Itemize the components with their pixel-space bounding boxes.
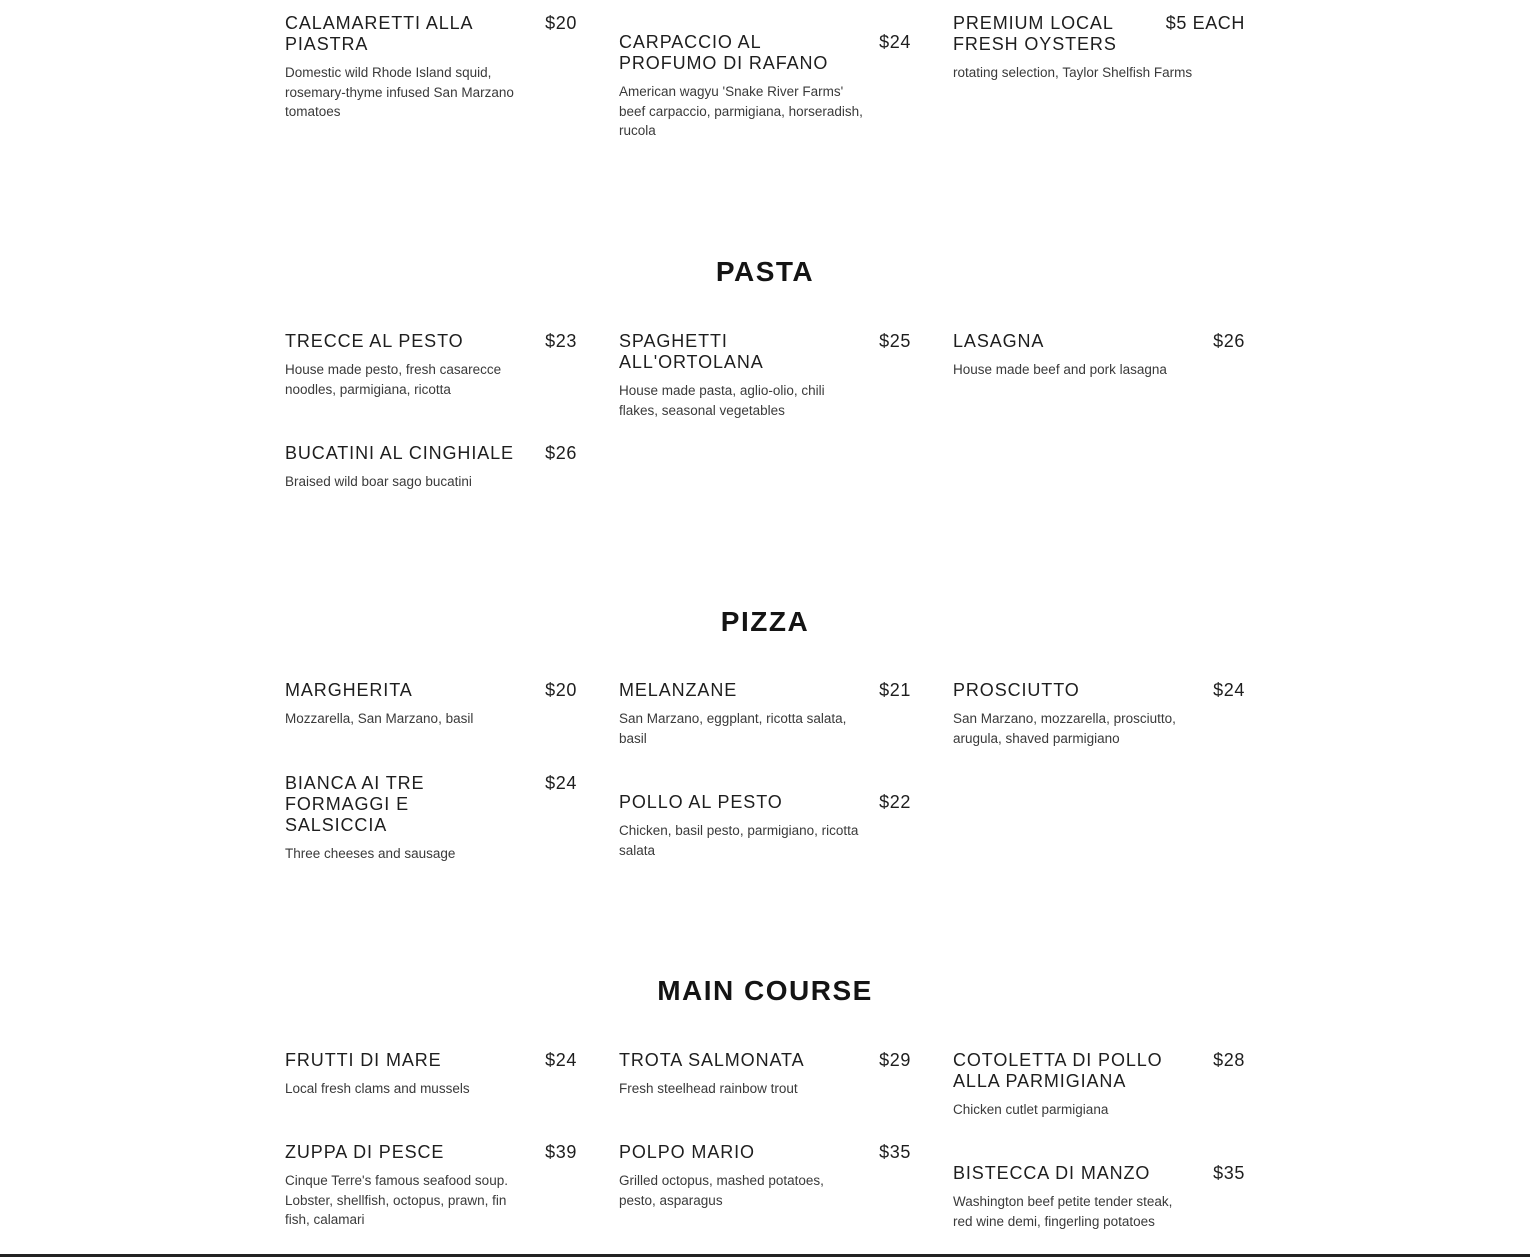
menu-item-name: CALAMARETTI ALLA PIASTRA <box>285 13 473 54</box>
menu-item-header <box>619 1142 911 1163</box>
menu-item-name: SPAGHETTI ALL'ORTOLANA <box>619 331 764 372</box>
menu-item-description: Chicken cutlet parmigiana <box>953 1102 1109 1117</box>
menu-item-name: POLLO AL PESTO <box>619 792 783 812</box>
menu-item-description: Local fresh clams and mussels <box>285 1081 470 1096</box>
menu-item-price: $25 <box>879 331 911 351</box>
menu-item-name: TRECCE AL PESTO <box>285 331 464 351</box>
menu-item-name: PREMIUM LOCAL FRESH OYSTERS <box>953 13 1117 54</box>
menu-item-spaghetti <box>619 331 911 420</box>
menu-item-name: POLPO MARIO <box>619 1142 755 1162</box>
menu-item-header <box>953 680 1245 701</box>
menu-item-name: TROTA SALMONATA <box>619 1050 805 1070</box>
menu-item-prosciutto <box>953 680 1245 748</box>
menu-item-header <box>285 331 577 352</box>
menu-item-price: $22 <box>879 792 911 812</box>
menu-item-description: Braised wild boar sago bucatini <box>285 474 472 489</box>
menu-item-price: $39 <box>545 1142 577 1162</box>
menu-item-description: Cinque Terre's famous seafood soup. Lobster, shellfish, octopus, prawn, fin fish, calamari <box>285 1173 508 1227</box>
menu-item-price: $35 <box>1213 1163 1245 1183</box>
menu-item-margherita <box>285 680 577 729</box>
menu-item-pollo-al-pesto <box>619 792 911 860</box>
menu-item-header <box>285 443 577 464</box>
menu-item-price: $26 <box>1213 331 1245 351</box>
menu-item-description: House made pesto, fresh casarecce noodles, parmigiana, ricotta <box>285 362 502 397</box>
menu-item-frutti-di-mare <box>285 1050 577 1099</box>
menu-item-description: San Marzano, mozzarella, prosciutto, arugula, shaved parmigiano <box>953 711 1176 746</box>
menu-item-header <box>953 331 1245 352</box>
section-title-pasta: PASTA <box>715 256 815 287</box>
menu-item-name: PROSCIUTTO <box>953 680 1080 700</box>
menu-item-name: BIANCA AI TRE FORMAGGI E SALSICCIA <box>285 773 425 835</box>
menu-item-cotoletta <box>953 1050 1245 1120</box>
menu-item-trota-salmonata <box>619 1050 911 1099</box>
section-title-main-course: MAIN COURSE <box>657 975 873 1006</box>
menu-item-bianca <box>285 773 577 864</box>
menu-item-price: $29 <box>879 1050 911 1070</box>
menu-item-melanzane <box>619 680 911 748</box>
menu-item-header <box>285 680 577 701</box>
menu-item-description: rotating selection, Taylor Shelfish Farms <box>953 65 1193 80</box>
menu-item-description: House made beef and pork lasagna <box>953 362 1167 377</box>
menu-item-bistecca <box>953 1163 1245 1231</box>
menu-item-polpo-mario <box>619 1142 911 1210</box>
menu-item-description: Washington beef petite tender steak, red wine demi, fingerling potatoes <box>953 1194 1173 1229</box>
menu-item-name: BISTECCA DI MANZO <box>953 1163 1151 1183</box>
menu-item-price: $35 <box>879 1142 911 1162</box>
menu-item-description: Chicken, basil pesto, parmigiano, ricotta salata <box>619 823 859 858</box>
menu-item-header <box>619 1050 911 1071</box>
menu-item-trecce <box>285 331 577 399</box>
menu-item-price: $26 <box>545 443 577 463</box>
menu-item-price: $24 <box>1213 680 1245 700</box>
menu-item-description: Domestic wild Rhode Island squid, rosemary-thyme infused San Marzano tomatoes <box>285 65 514 119</box>
menu-item-header <box>619 331 911 373</box>
menu-item-header <box>285 1142 577 1163</box>
menu-item-price: $21 <box>879 680 911 700</box>
menu-item-price: $20 <box>545 13 577 33</box>
menu-item-price: $28 <box>1213 1050 1245 1070</box>
menu-item-name: MARGHERITA <box>285 680 413 700</box>
menu-item-price: $24 <box>545 773 577 793</box>
menu-item-lasagna <box>953 331 1245 380</box>
menu-item-oysters <box>953 13 1245 83</box>
menu-item-price: $24 <box>545 1050 577 1070</box>
menu-item-name: LASAGNA <box>953 331 1045 351</box>
menu-item-name: COTOLETTA DI POLLO ALLA PARMIGIANA <box>953 1050 1163 1091</box>
menu-item-header <box>619 32 911 74</box>
menu-item-description: San Marzano, eggplant, ricotta salata, basil <box>619 711 847 746</box>
menu-item-header <box>285 773 577 836</box>
menu-item-header <box>285 1050 577 1071</box>
section-title-pizza: PIZZA <box>720 606 810 637</box>
menu-item-header <box>619 680 911 701</box>
menu-item-zuppa-di-pesce <box>285 1142 577 1230</box>
menu-item-carpaccio <box>619 32 911 141</box>
menu-item-price: $23 <box>545 331 577 351</box>
menu-item-name: ZUPPA DI PESCE <box>285 1142 445 1162</box>
menu-item-name: FRUTTI DI MARE <box>285 1050 442 1070</box>
menu-item-price: $20 <box>545 680 577 700</box>
menu-item-name: BUCATINI AL CINGHIALE <box>285 443 514 463</box>
menu-item-header <box>953 1050 1245 1092</box>
menu-item-description: Three cheeses and sausage <box>285 846 456 861</box>
menu-item-description: Fresh steelhead rainbow trout <box>619 1081 798 1096</box>
menu-item-description: Grilled octopus, mashed potatoes, pesto, asparagus <box>619 1173 824 1208</box>
menu-item-name: MELANZANE <box>619 680 738 700</box>
menu-item-bucatini <box>285 443 577 492</box>
menu-item-header <box>953 13 1245 55</box>
menu-item-header <box>285 13 577 55</box>
menu-item-name: CARPACCIO AL PROFUMO DI RAFANO <box>619 32 829 73</box>
menu-item-calamaretti <box>285 13 577 122</box>
menu-item-price: $5 EACH <box>1165 13 1245 33</box>
menu-item-header <box>619 792 911 813</box>
menu-item-header <box>953 1163 1245 1184</box>
menu-item-description: American wagyu 'Snake River Farms' beef carpaccio, parmigiana, horseradish, rucola <box>619 84 863 138</box>
menu-item-price: $24 <box>879 32 911 52</box>
menu-item-description: House made pasta, aglio-olio, chili flakes, seasonal vegetables <box>619 383 825 418</box>
menu-item-description: Mozzarella, San Marzano, basil <box>285 711 474 726</box>
